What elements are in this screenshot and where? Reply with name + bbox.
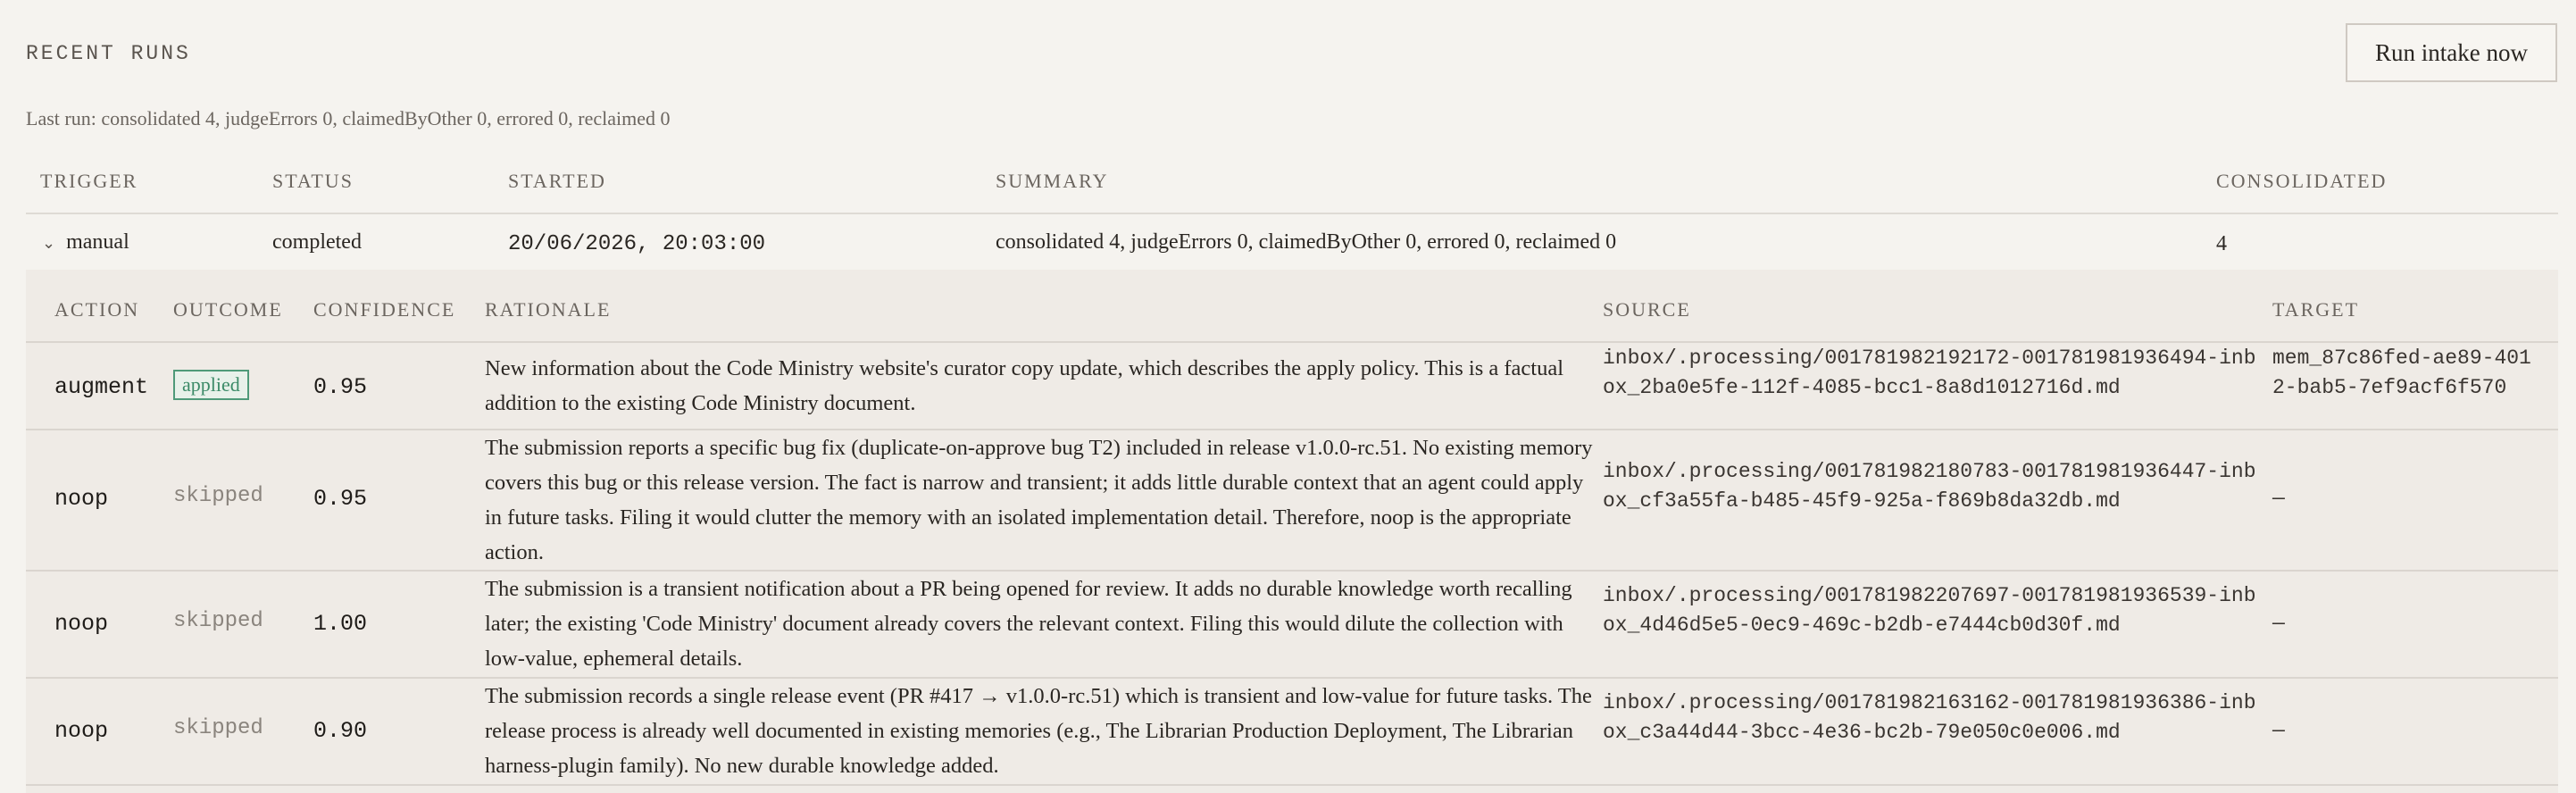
actions-table-header — [26, 270, 2558, 343]
source-path: inbox/.processing/001781982163162-001781981936386-inbox_c3a44d44-3bcc-4e36-bc2b-79e050c0e006.md — [1603, 691, 2256, 744]
run-actions-table — [26, 270, 2558, 793]
run-intake-button[interactable]: Run intake now — [2346, 23, 2557, 82]
confidence: 0.90 — [313, 718, 368, 744]
target-id: mem_87c86fed-ae89-4012-bab5-7ef9acf6f570 — [2272, 346, 2531, 399]
run-summary: consolidated 4, judgeErrors 0, claimedByOther 0, errored 0, reclaimed 0 — [996, 230, 1617, 254]
action-type: noop — [54, 718, 109, 744]
column-header-status: STATUS — [272, 170, 354, 192]
section-title: RECENT RUNS — [26, 42, 191, 65]
applied-badge: applied — [173, 370, 249, 400]
column-header-summary: SUMMARY — [996, 170, 1109, 192]
column-header-confidence: CONFIDENCE — [313, 298, 456, 321]
source-path: inbox/.processing/001781982180783-001781981936447-inbox_cf3a55fa-b485-45f9-925a-f869b8da32db.md — [1603, 460, 2256, 513]
chevron-down-icon[interactable]: ⌄ — [42, 234, 56, 253]
action-row — [26, 572, 2558, 679]
runs-table-header — [26, 152, 2558, 214]
run-consolidated: 4 — [2216, 232, 2227, 255]
rationale: New information about the Code Ministry website's curator copy update, which describes the apply policy. This is a factual addition to the existing Code Ministry document. — [485, 356, 1564, 415]
target-id: — — [2272, 719, 2285, 742]
rationale: The submission is a transient notification about a PR being opened for review. It adds no durable knowledge worth recalling later; the existing 'Code Ministry' document already covers the relevant context. Filing this would dilute the collection with low-value, ephemeral details. — [485, 577, 1572, 671]
action-type: noop — [54, 611, 109, 637]
run-started: 20/06/2026, 20:03:00 — [508, 232, 766, 256]
column-header-source: SOURCE — [1603, 298, 1691, 321]
last-run-summary: Last run: consolidated 4, judgeErrors 0, claimedByOther 0, errored 0, reclaimed 0 — [26, 107, 671, 129]
column-header-consolidated: CONSOLIDATED — [2216, 170, 2388, 192]
run-trigger[interactable] — [42, 230, 129, 255]
source-path: inbox/.processing/001781982207697-001781981936539-inbox_4d46d5e5-0ec9-469c-b2db-e7444cb0d30f.md — [1603, 584, 2256, 637]
target-id: — — [2272, 612, 2285, 635]
column-header-target: TARGET — [2272, 298, 2360, 321]
action-row — [26, 343, 2558, 430]
outcome: skipped — [173, 609, 263, 633]
column-header-started: STARTED — [508, 170, 606, 192]
action-row — [26, 430, 2558, 572]
outcome: skipped — [173, 716, 263, 740]
action-type: noop — [54, 486, 109, 512]
column-header-trigger: TRIGGER — [40, 170, 138, 192]
column-header-outcome: OUTCOME — [173, 298, 283, 321]
outcome-cell — [173, 370, 249, 400]
column-header-rationale: RATIONALE — [485, 298, 612, 321]
action-type: augment — [54, 374, 149, 400]
run-status: completed — [272, 230, 362, 254]
confidence: 0.95 — [313, 374, 368, 400]
runs-table — [26, 152, 2558, 273]
action-row — [26, 679, 2558, 786]
outcome: skipped — [173, 484, 263, 508]
target-id: — — [2272, 487, 2285, 510]
run-row[interactable] — [26, 214, 2558, 273]
rationale: The submission records a single release event (PR #417 → v1.0.0-rc.51) which is transient and low-value for future tasks. The release process is already well documented in existing memories (e.g., The Librarian Production Deployment, The Librarian harness-plugin family). No new durable knowledge added. — [485, 684, 1592, 778]
column-header-action: ACTION — [54, 298, 140, 321]
source-path: inbox/.processing/001781982192172-001781981936494-inbox_2ba0e5fe-112f-4085-bcc1-8a8d1012716d.md — [1603, 346, 2256, 399]
confidence: 0.95 — [313, 486, 368, 512]
confidence: 1.00 — [313, 611, 368, 637]
run-trigger-label: manual — [66, 230, 129, 254]
rationale: The submission reports a specific bug fix (duplicate-on-approve bug T2) included in release v1.0.0-rc.51. No existing memory covers this bug or this release version. The fact is narrow and transient; it adds little durable context that an agent could apply in future tasks. Filing it would clutter the memory with an isolated implementation detail. Therefore, noop is the appropriate action. — [485, 436, 1593, 564]
